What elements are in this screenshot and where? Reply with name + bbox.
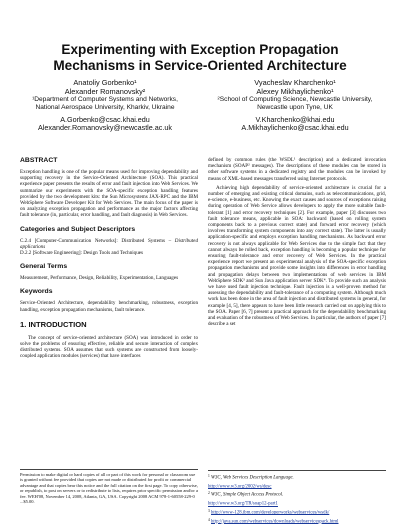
authors-left [10, 78, 200, 133]
body-paragraph: defined by common rules (the WSDL¹ description) and a dedicated invocation mechanism (SOAP² messages). The descriptions of these modules can be stored in other software systems in a dedicated registry and the modules can be invoked by means of XML-based messages transferred using Internet protocols. [208, 157, 386, 182]
author-email: A.Gorbenko@csac.khai.edu [60, 114, 150, 124]
general-terms-heading: General Terms [20, 263, 68, 271]
author-name: Alexander Romanovsky² [64, 87, 146, 96]
body-paragraph: Achieving high dependability of service-oriented architecture is crucial for a number of emerging and existing critical domains, such as telecommunications, grid, e-science, e-business, etc. Knowing the exact causes and sources of exceptions raising during operation of Web Service allows developers to apply the more suitable fault-tolerant [1] and error recovery techniques [2]. For example, paper [3] discusses two fault tolerance means, applicable in SOA: backward (based on rolling system components back to a previous correct state) and forward error recovery (which involves transforming system components into any correct state). The latter is usually application-specific and employs exception handling mechanisms. As backward error recovery is not always applicable for Web Services due to the simple fact that they cannot always be rolled back, exception handling is becoming a popular technique for ensuring fault-tolerance and error recovery of Web Services. In the practical experience report we present an experimental analysis of the SOA-specific exception propagation mechanisms and provide some insights into differences in error handling and propagation delays between two implementations of web services in IBM WebSphere SDK³ and Sun Java application server SDK⁴. To provide such an analysis we have used fault injection technique. Fault injection is a well-proven method for assessing the dependability and fault-tolerance of a computing system. Although much work has been done in the area of fault injection and distributed systems in general, for example [4, 5], there appears to have been little research carried out on applying this to the SOA. Paper [6, 7] present a practical approach for the dependability benchmarking and evaluation of the robustness of Web Services. In particular, the authors of paper [7] describe a set [208, 184, 386, 328]
keywords: Service-Oriented Architecture, dependability benchmarking, robustness, exception handling, exception propagation mechanisms, fault tolerance. [20, 300, 198, 313]
author-email: V.Kharchenko@khai.edu [255, 114, 335, 124]
categories-paragraph: D.2.2 [Software Engineering]: Design Tools and Techniques [20, 250, 144, 257]
categories-text: C.2.4 [Computer-Communication Networks]: Distributed Systems – [20, 237, 172, 244]
keywords-heading: Keywords [20, 288, 53, 296]
left-column [20, 157, 198, 363]
author-email: A.Mikhaylichenko@csac.khai.edu [241, 123, 349, 133]
author-name: Anatoliy Gorbenko¹ [73, 78, 137, 87]
author-name: Alexey Mikhaylichenko¹ [256, 87, 334, 96]
footnote: $^2$ W3C, Simple Object Access Protocol. [208, 491, 284, 498]
abstract-heading: ABSTRACT [20, 157, 58, 164]
footnote-url[interactable]: http://www.w3.org/2002/ws/desc [208, 484, 272, 490]
general-terms: Measurement, Performance, Design, Reliability, Experimentation, Languages [20, 275, 179, 282]
copyright-notice: Permission to make digital or hard copies of all or part of this work for personal or classroom use is granted without fee provided that copies are not made or distributed for profit or commercial advantage and that copies bear this notice and the full citation on the first page. To copy otherwise, or republish, to post on servers or to redistribute to lists, requires prior specific permission and/or a fee. WEH'08, November 14, 2008, Atlanta, GA, USA. Copyright 2008 ACM 978-1-60558-229-0 ...$5.00. [20, 469, 198, 504]
footnote-url[interactable]: $^3$ http://www-128.ibm.com/developerworks/webservices/wsdk/ [208, 508, 330, 516]
intro-paragraph: The concept of service-oriented architecture (SOA) was introduced in order to solve the problems of ensuring effective, reliable and secure interaction of complex distributed systems. SOA assumes that such systems are constructed from loosely-coupled application modules (services) that have interfaces [20, 334, 198, 360]
right-column [208, 157, 386, 330]
affiliation-line: ¹Department of Computer Systems and Networks, [32, 96, 178, 103]
abstract-paragraph: Exception handling is one of the popular means used for improving dependability and supporting recovery in the Service-Oriented Architecture (SOA). This practical experience paper presents the results of error and fault injection into Web Services. We summarize our experiments with the SOA-specific exception handling features provided by the two development kits: the Sun Microsystems JAX-RPC and the IBM WebSphere Software Developer Kit for Web Services. The main focus of the paper is on analyzing exception propagation and performance as the major factors affecting fault tolerance (in, particular, error handling, and fault diagnosis) in Web Services. [20, 169, 198, 219]
footnote-url[interactable]: $^4$ http://java.sun.com/webservices/downloads/webservicespack.html [208, 517, 339, 525]
affiliation-line: Newcastle upon Tyne, UK [257, 104, 333, 112]
footnote: $^1$ W3C, Web Services Description Language. [208, 474, 294, 481]
footnote-url[interactable]: http://www.w3.org/TR/soap12-part1 [208, 501, 278, 507]
affiliation-line: National Aerospace University, Kharkiv, Ukraine [35, 104, 175, 112]
author-name: Vyacheslav Kharchenko¹ [254, 78, 336, 87]
author-email: Alexander.Romanovsky@newcastle.ac.uk [38, 123, 172, 133]
paper-title: Experimenting with Exception Propagation Mechanisms in Service-Oriented Architecture [53, 42, 347, 73]
categories-paragraph [20, 238, 198, 250]
authors-right [200, 78, 390, 133]
categories-heading: Categories and Subject Descriptors [20, 225, 136, 233]
introduction-heading: 1. INTRODUCTION [20, 319, 87, 329]
footnotes [208, 470, 386, 525]
affiliation-line: ²School of Computing Science, Newcastle University, [217, 96, 373, 103]
categories-italic: Distributed applications [20, 237, 198, 250]
